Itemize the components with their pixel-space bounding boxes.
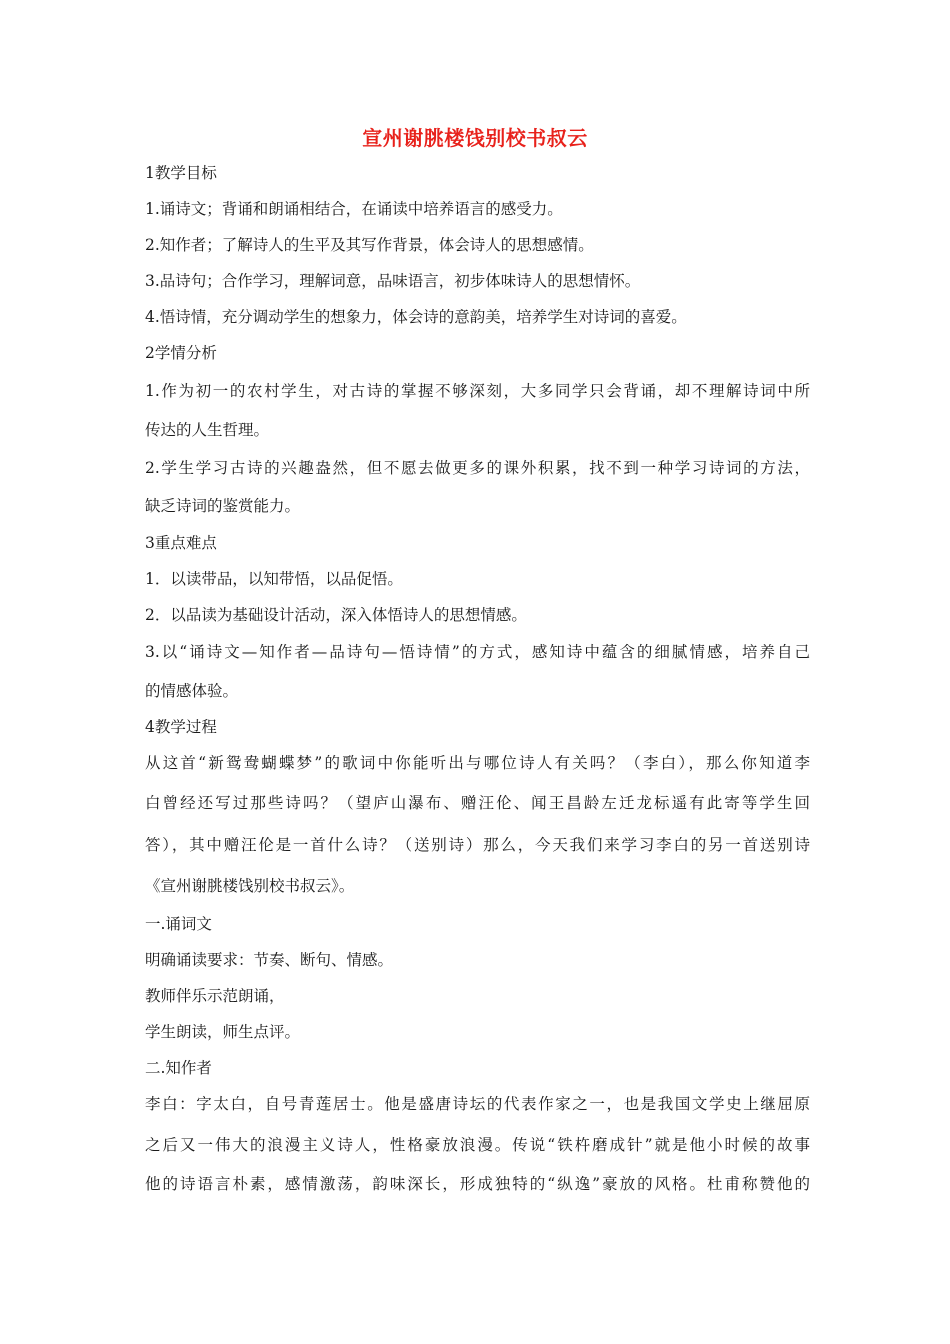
text-line: 教师伴乐示范朗诵， — [145, 987, 285, 1005]
text-line: 《宣州谢朓楼饯别校书叔云》。 — [145, 877, 355, 895]
text-line: 他的诗语言朴素，感情激荡，韵味深长，形成独特的“纵逸”豪放的风格。杜甫称赞他的 — [145, 1175, 810, 1193]
section-heading: 二.知作者 — [145, 1059, 212, 1077]
text-line: 白曾经还写过那些诗吗？（望庐山瀑布、赠汪伦、闻王昌龄左迁龙标遥有此寄等学生回 — [145, 794, 810, 812]
text-line: 4.悟诗情，充分调动学生的想象力，体会诗的意韵美，培养学生对诗词的喜爱。 — [145, 308, 687, 326]
text-line: 的情感体验。 — [145, 682, 239, 700]
text-line: 3.品诗句；合作学习，理解词意，品味语言，初步体味诗人的思想情怀。 — [145, 272, 641, 290]
section-heading: 4教学过程 — [145, 718, 217, 736]
section-heading: 2学情分析 — [145, 344, 217, 362]
text-line: 1.作为初一的农村学生，对古诗的掌握不够深刻，大多同学只会背诵，却不理解诗词中所 — [145, 382, 810, 400]
document-title: 宣州谢朓楼饯别校书叔云 — [362, 126, 588, 150]
text-line: 2.学生学习古诗的兴趣盎然，但不愿去做更多的课外积累，找不到一种学习诗词的方法， — [145, 459, 810, 477]
text-line: 明确诵读要求：节奏、断句、情感。 — [145, 951, 394, 969]
text-line: 缺乏诗词的鉴赏能力。 — [145, 497, 301, 515]
text-line: 2.知作者；了解诗人的生平及其写作背景，体会诗人的思想感情。 — [145, 236, 594, 254]
text-line: 2．以品读为基础设计活动，深入体悟诗人的思想情感。 — [145, 606, 527, 624]
text-line: 1．以读带品，以知带悟，以品促悟。 — [145, 570, 403, 588]
text-line: 从这首“新鸳鸯蝴蝶梦”的歌词中你能听出与哪位诗人有关吗？（李白），那么你知道李 — [145, 754, 810, 772]
section-heading: 3重点难点 — [145, 534, 217, 552]
text-line: 之后又一伟大的浪漫主义诗人，性格豪放浪漫。传说“铁杵磨成针”就是他小时候的故事 — [145, 1136, 810, 1154]
text-line: 传达的人生哲理。 — [145, 421, 270, 439]
text-line: 答），其中赠汪伦是一首什么诗？（送别诗）那么，今天我们来学习李白的另一首送别诗 — [145, 836, 810, 854]
text-line: 1.诵诗文；背诵和朗诵相结合，在诵读中培养语言的感受力。 — [145, 200, 563, 218]
text-line: 3.以“诵诗文—知作者—品诗句—悟诗情”的方式，感知诗中蕴含的细腻情感，培养自己 — [145, 643, 810, 661]
text-line: 李白：字太白，自号青莲居士。他是盛唐诗坛的代表作家之一，也是我国文学史上继屈原 — [145, 1095, 810, 1113]
section-heading: 一.诵词文 — [145, 915, 212, 933]
text-line: 学生朗读，师生点评。 — [145, 1023, 301, 1041]
section-heading: 1教学目标 — [145, 164, 217, 182]
